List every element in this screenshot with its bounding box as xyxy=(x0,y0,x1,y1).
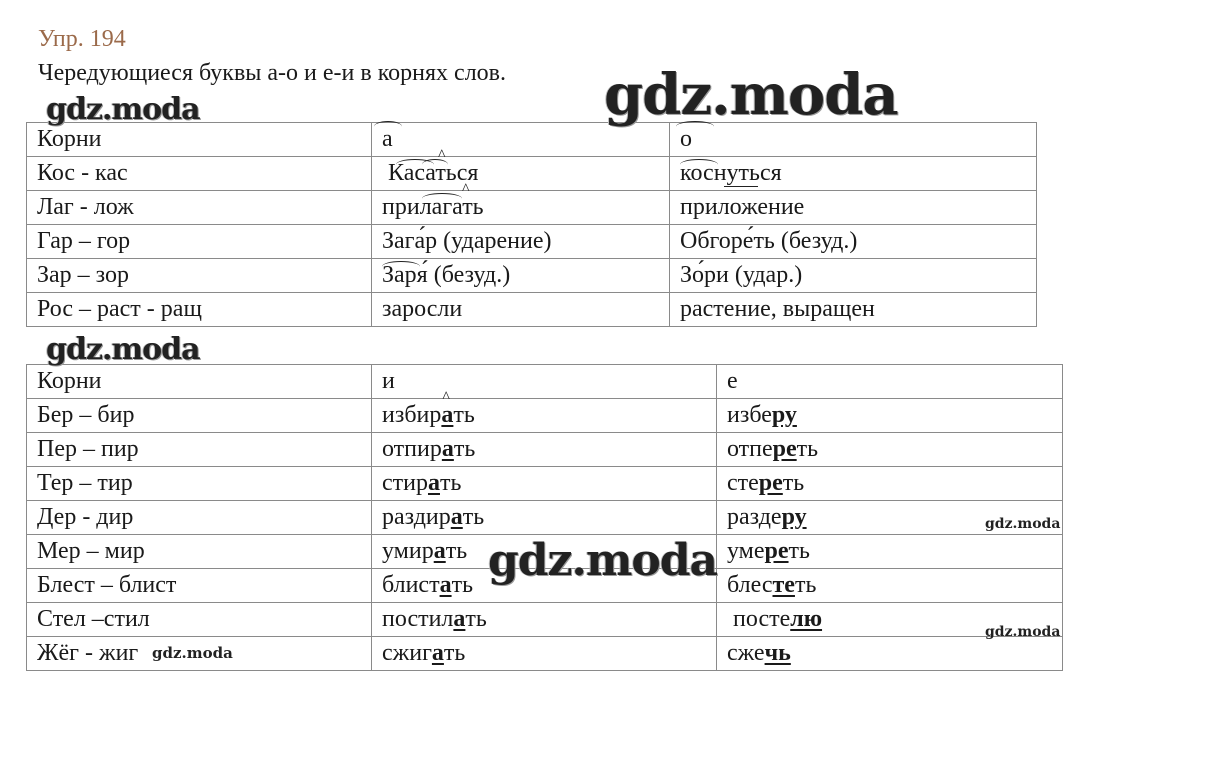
cell-example-i xyxy=(372,603,717,637)
suffix-bold: а xyxy=(427,470,440,496)
cell-example-e xyxy=(717,399,1063,433)
cell-example-e xyxy=(717,467,1063,501)
cell-root: Гар – гор xyxy=(27,225,372,259)
suffix-letter xyxy=(434,535,446,568)
watermark-logo: gdz.moda xyxy=(604,62,898,128)
cell-example-o: Обгоре́ть (безуд.) xyxy=(670,225,1037,259)
root-arc xyxy=(422,193,462,204)
cell-example-a: Зага́р (ударение) xyxy=(372,225,670,259)
word-part: умир xyxy=(382,538,434,564)
letter-a-with-arc xyxy=(382,123,393,156)
watermark-logo: gdz.moda xyxy=(488,535,718,586)
cell-example-i xyxy=(372,389,717,433)
ending-bold: ру xyxy=(781,504,807,530)
cell-example-a xyxy=(372,147,670,191)
cell-root: Зар – зор xyxy=(27,259,372,293)
header-roots: Корни xyxy=(27,365,372,399)
header-i: и xyxy=(372,365,717,399)
word-part: отпе xyxy=(727,436,773,462)
ending-bold: ре xyxy=(764,538,789,564)
suffix-bold: а xyxy=(441,436,454,462)
table-a-o xyxy=(26,122,1037,327)
cell-root: Дер - дир xyxy=(27,501,372,535)
table-row xyxy=(27,399,1063,433)
header-o-label: о xyxy=(680,126,692,152)
table-row xyxy=(27,191,1037,225)
table-row xyxy=(27,433,1063,467)
word-part: сжиг xyxy=(382,640,432,666)
header-a-label: а xyxy=(382,126,393,152)
word-part: ть xyxy=(445,538,468,564)
suffix-bold: а xyxy=(453,606,466,632)
word-marked xyxy=(680,157,782,190)
cell-example-e xyxy=(717,569,1063,603)
cell-example-o: приложение xyxy=(670,191,1037,225)
suffix-bold: а xyxy=(439,572,452,598)
word-part: ть xyxy=(782,470,805,496)
root-arc xyxy=(680,159,718,170)
cell-root: Блест – блист xyxy=(27,569,372,603)
table-header-row xyxy=(27,365,1063,399)
cell-root: Лаг - лож xyxy=(27,191,372,225)
word-part: посте xyxy=(727,606,791,632)
exercise-number: Упр. 194 xyxy=(38,26,126,52)
word-part: ть xyxy=(788,538,810,564)
word-text: прилагать xyxy=(382,194,484,220)
word-marked xyxy=(382,181,484,224)
stress-mark: ^ xyxy=(438,147,446,164)
ending-bold: чь xyxy=(764,640,791,666)
word-part: блес xyxy=(727,572,773,598)
word-part: ть xyxy=(465,606,487,632)
suffix-letter xyxy=(453,603,465,636)
cell-example-i xyxy=(372,637,717,671)
ending-bold: лю xyxy=(790,606,823,632)
cell-root: Стел –стил xyxy=(27,603,372,637)
word-part: уме xyxy=(727,538,765,564)
watermark-logo: gdz.moda xyxy=(152,644,233,662)
word-text: Заря́ (безуд.) xyxy=(382,262,511,288)
table-e-i xyxy=(26,364,1063,671)
table-row xyxy=(27,157,1037,191)
cell-root: Рос – раст - ращ xyxy=(27,293,372,327)
word-marked xyxy=(382,259,510,292)
cell-example-e xyxy=(717,637,1063,671)
word-part: блист xyxy=(382,572,440,598)
table-row xyxy=(27,603,1063,637)
word-part: избир xyxy=(382,402,442,428)
ending-bold: ру xyxy=(771,402,797,428)
suffix-letter xyxy=(451,501,463,534)
word-part: стир xyxy=(382,470,428,496)
suffix-letter xyxy=(441,389,454,432)
cell-example-a: заросли xyxy=(372,293,670,327)
cell-example-a xyxy=(372,259,670,293)
word-part: ть xyxy=(796,436,819,462)
suffix-bold: а xyxy=(450,504,463,530)
suffix-underline xyxy=(724,186,758,187)
suffix-letter xyxy=(440,569,452,602)
ending-bold: те xyxy=(772,572,795,598)
cell-root: Жёг - жиг xyxy=(27,637,372,671)
ending-bold: ре xyxy=(772,436,797,462)
word-part: ть xyxy=(451,572,474,598)
word-part: сте xyxy=(727,470,759,496)
watermark-logo: gdz.moda xyxy=(985,624,1061,640)
cell-example-e xyxy=(717,433,1063,467)
cell-example-o: Зо́ри (удар.) xyxy=(670,259,1037,293)
word-text: Касаться xyxy=(388,160,479,186)
word-part: ть xyxy=(794,572,817,598)
cell-root: Мер – мир xyxy=(27,535,372,569)
suffix-letter xyxy=(432,637,444,670)
word-part: разде xyxy=(727,504,782,530)
root-arc xyxy=(374,121,402,132)
header-e: е xyxy=(717,365,1063,399)
word-part: ть xyxy=(453,402,475,428)
root-arc xyxy=(382,261,420,272)
table-row xyxy=(27,293,1037,327)
suffix-bold: а xyxy=(433,538,446,564)
header-roots: Корни xyxy=(27,123,372,157)
suffix-letter xyxy=(442,433,454,466)
cell-root: Бер – бир xyxy=(27,399,372,433)
word-part: отпир xyxy=(382,436,442,462)
cell-example-e xyxy=(717,535,1063,569)
watermark-logo: gdz.moda xyxy=(46,92,200,127)
stress-mark: ^ xyxy=(462,181,470,198)
cell-example-o: растение, выращен xyxy=(670,293,1037,327)
cell-root: Тер – тир xyxy=(27,467,372,501)
cell-example-i xyxy=(372,433,717,467)
suffix-bold: а xyxy=(431,640,444,666)
cell-example-i xyxy=(372,501,717,535)
table-row xyxy=(27,501,1063,535)
exercise-title: Чередующиеся буквы а-о и е-и в корнях слов. xyxy=(38,60,506,86)
cell-example-o xyxy=(670,157,1037,191)
watermark-logo: gdz.moda xyxy=(985,516,1061,532)
word-part: ть xyxy=(443,640,466,666)
word-part: постил xyxy=(382,606,454,632)
stress-mark: ^ xyxy=(442,389,450,406)
word-text: коснуться xyxy=(680,160,782,186)
cell-example-i xyxy=(372,467,717,501)
cell-example-a xyxy=(372,181,670,225)
suffix-bold: а xyxy=(441,402,454,428)
cell-root: Кос - кас xyxy=(27,157,372,191)
word-part: раздир xyxy=(382,504,451,530)
table-row xyxy=(27,225,1037,259)
word-part: ть xyxy=(462,504,485,530)
word-part: сже xyxy=(727,640,765,666)
table-row xyxy=(27,467,1063,501)
watermark-logo: gdz.moda xyxy=(46,332,200,367)
word-part: ть xyxy=(439,470,462,496)
table-row xyxy=(27,259,1037,293)
word-part: ть xyxy=(453,436,476,462)
suffix-letter xyxy=(428,467,440,500)
ending-bold: ре xyxy=(758,470,783,496)
word-part: избе xyxy=(727,402,772,428)
cell-root: Пер – пир xyxy=(27,433,372,467)
